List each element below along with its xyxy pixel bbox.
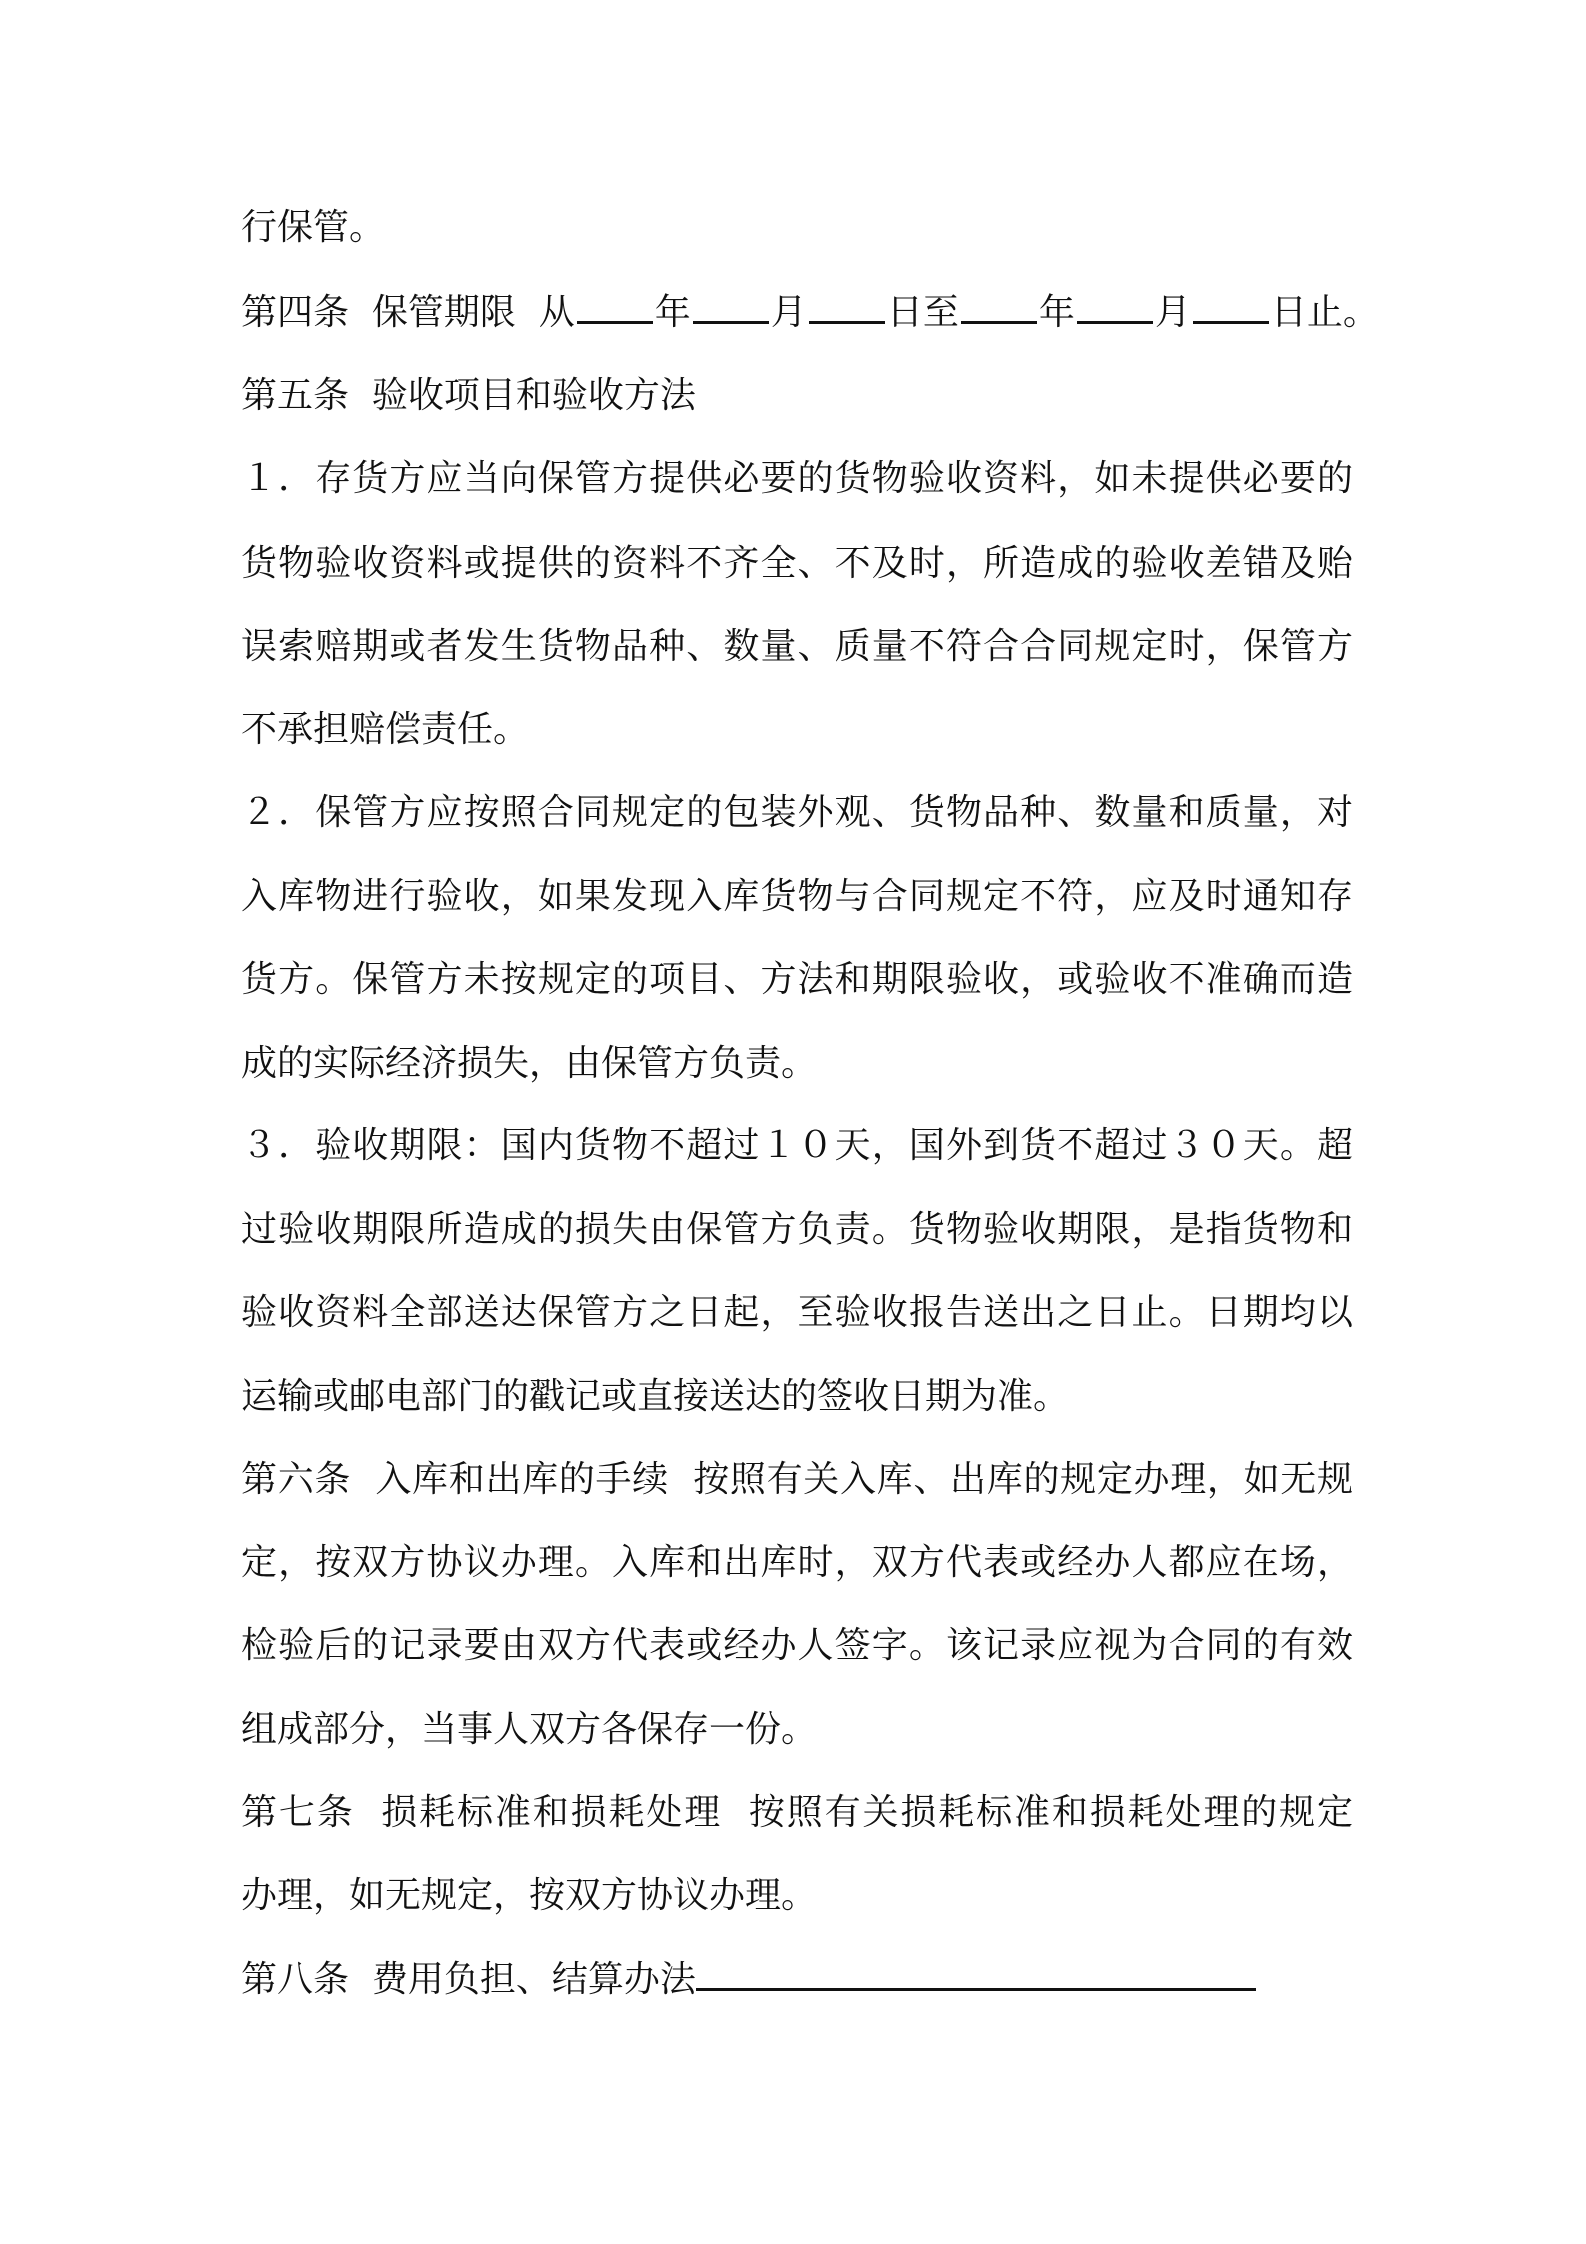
art6-line: 第六条 入库和出库的手续 按照有关入库、出库的规定办理，如无规 [241, 1459, 1353, 1500]
art6-line: 组成部分，当事人双方各保存一份。 [241, 1709, 818, 1750]
blank-fee-settlement[interactable] [696, 1958, 1256, 1991]
blank-day-to[interactable] [1193, 291, 1269, 324]
article-4-storage-period [241, 289, 1379, 337]
article-4-label: 第四条 保管期限 从 [241, 292, 575, 333]
month-to-label: 月 [1154, 292, 1191, 333]
blank-year-from[interactable] [577, 291, 653, 324]
art5-p2-line: 入库物进行验收，如果发现入库货物与合同规定不符，应及时通知存 [241, 876, 1353, 917]
art5-p3-line: 过验收期限所造成的损失由保管方负责。货物验收期限，是指货物和 [241, 1209, 1353, 1250]
blank-day-from[interactable] [809, 291, 885, 324]
art5-p1-line: 货物验收资料或提供的资料不齐全、不及时，所造成的验收差错及贻 [241, 543, 1353, 584]
day-to-label: 日止。 [1270, 292, 1379, 333]
art5-p1-line: １．存货方应当向保管方提供必要的货物验收资料，如未提供必要的 [241, 458, 1353, 499]
year-to-label: 年 [1038, 292, 1075, 333]
blank-year-to[interactable] [961, 291, 1037, 324]
article-5-title: 第五条 验收项目和验收方法 [241, 375, 696, 416]
art5-p3-line: 验收资料全部送达保管方之日起，至验收报告送出之日止。日期均以 [241, 1292, 1353, 1333]
art6-line: 检验后的记录要由双方代表或经办人签字。该记录应视为合同的有效 [241, 1625, 1353, 1666]
article-8-fees [241, 1956, 1258, 2004]
article-3-tail: 行保管。 [241, 207, 386, 248]
art5-p3-line: ３．验收期限：国内货物不超过１０天，国外到货不超过３０天。超 [241, 1125, 1353, 1166]
art5-p1-line: 不承担赔偿责任。 [241, 709, 530, 750]
blank-month-from[interactable] [693, 291, 769, 324]
art5-p2-line: ２．保管方应按照合同规定的包装外观、货物品种、数量和质量，对 [241, 792, 1353, 833]
art5-p3-line: 运输或邮电部门的戳记或直接送达的签收日期为准。 [241, 1376, 1070, 1417]
month-from-label: 月 [770, 292, 807, 333]
art5-p2-line: 成的实际经济损失，由保管方负责。 [241, 1043, 818, 1084]
art5-p2-line: 货方。保管方未按规定的项目、方法和期限验收，或验收不准确而造 [241, 959, 1353, 1000]
year-from-label: 年 [654, 292, 691, 333]
art6-line: 定，按双方协议办理。入库和出库时，双方代表或经办人都应在场， [241, 1542, 1353, 1583]
art7-line: 办理，如无规定，按双方协议办理。 [241, 1875, 818, 1916]
article-8-label: 第八条 费用负担、结算办法 [241, 1959, 696, 2000]
art5-p1-line: 误索赔期或者发生货物品种、数量、质量不符合合同规定时，保管方 [241, 626, 1353, 667]
day-from-label: 日至 [886, 292, 959, 333]
blank-month-to[interactable] [1077, 291, 1153, 324]
art7-line: 第七条 损耗标准和损耗处理 按照有关损耗标准和损耗处理的规定 [241, 1792, 1353, 1833]
